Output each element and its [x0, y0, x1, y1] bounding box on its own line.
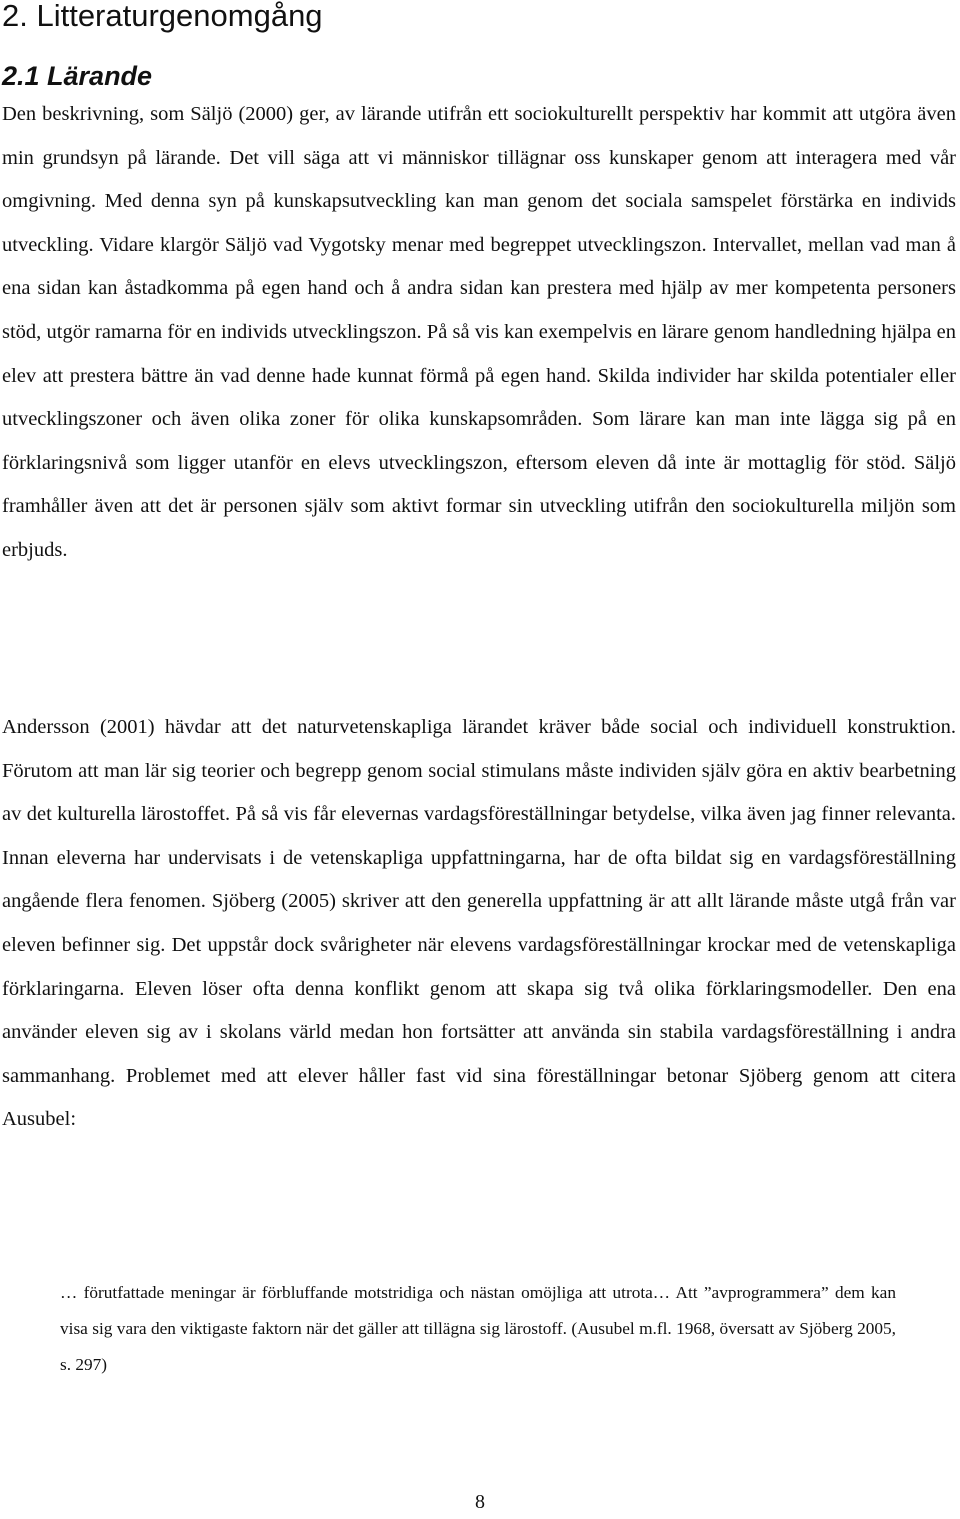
page-number: 8: [475, 1491, 485, 1513]
paragraph-2: Andersson (2001) hävdar att det naturvetenskapliga lärandet kräver både social och individuell konstruktion. Förutom att man lär sig teorier och begrepp genom social stimulans måste individen själv göra en aktiv bearbetning av det kulturella lärostoffet. På så vis får elevernas vardagsföreställningar betydelse, vilka även jag finner relevanta. Innan eleverna har undervisats i de vetenskapliga uppfattningarna, har de ofta bildat sig en vardagsföreställning angående flera fenomen. Sjöberg (2005) skriver att den generella uppfattning är att allt lärande måste utgå från var eleven befinner sig. Det uppstår dock svårigheter när elevens vardagsföreställningar krockar med de vetenskapliga förklaringarna. Eleven löser ofta denna konflikt genom att skapa sig två olika förklaringsmodeller. Den ena använder eleven sig av i skolans värld medan hon fortsätter att använda sin stabila vardagsföreställning i andra sammanhang. Problemet med att elever håller fast vid sina föreställningar betonar Sjöberg genom att citera Ausubel:: [2, 716, 956, 1131]
paragraph-1: Den beskrivning, som Säljö (2000) ger, av lärande utifrån ett sociokulturellt perspektiv har kommit att utgöra även min grundsyn på lärande. Det vill säga att vi människor tillägnar oss kunskaper genom att interagera med vår omgivning. Med denna syn på kunskapsutveckling kan man genom det sociala samspelet förstärka en individs utveckling. Vidare klargör Säljö vad Vygotsky menar med begreppet utvecklingszon. Intervallet, mellan vad man å ena sidan kan åstadkomma på egen hand och å andra sidan kan prestera med hjälp av mer kompetenta personers stöd, utgör ramarna för en individs utvecklingszon. På så vis kan exempelvis en lärare genom handledning hjälpa en elev att prestera bättre än vad denne hade kunnat förmå på egen hand. Skilda individer har skilda potentialer eller utvecklingszoner och även olika zoner för olika kunskapsområden. Som lärare kan man inte lägga sig på en förklaringsnivå som ligger utanför en elevs utvecklingszon, eftersom eleven då inte är mottaglig för stöd. Säljö framhåller även att det är personen själv som aktivt formar sin utveckling utifrån den sociokulturella miljön som erbjuds.: [2, 103, 956, 561]
chapter-title: 2. Litteraturgenomgång: [2, 0, 323, 33]
block-quote: … förutfattade meningar är förbluffande motstridiga och nästan omöjliga att utrota… Att ”avprogrammera” dem kan visa sig vara den viktigaste faktorn när det gäller att tillägna sig lärostoff. (Ausubel m.fl. 1968, översatt av Sjöberg 2005, s. 297): [60, 1283, 896, 1374]
section-title: 2.1 Lärande: [2, 61, 153, 91]
